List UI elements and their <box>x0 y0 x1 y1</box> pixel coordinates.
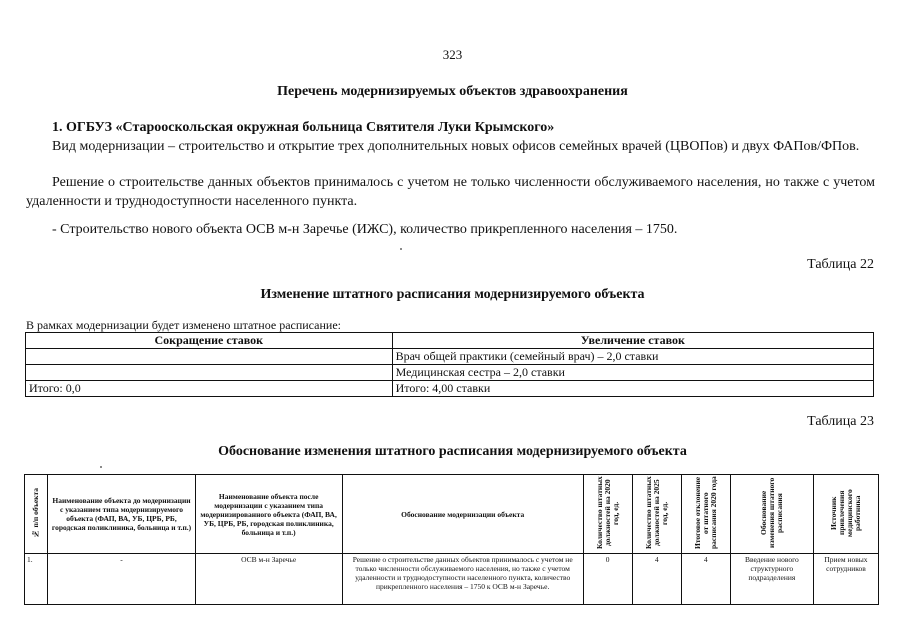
table-row <box>25 554 879 605</box>
table-cell: 0 <box>583 554 632 605</box>
document-title: Перечень модернизируемых объектов здравоохранения <box>277 84 628 99</box>
header-number: № п/п объекта <box>25 475 48 554</box>
table-cell: 1. <box>25 554 48 605</box>
table-header-row <box>25 475 879 554</box>
paragraph-modernization-type: Вид модернизации – строительство и открытие трех дополнительных новых офисов семейных врачей (ЦВОПов) и двух ФАПов/ФПов. <box>52 139 860 154</box>
scan-speck <box>400 248 402 250</box>
header-positions-2020: Количество штатных должностей на 2020 год, ед. <box>583 475 632 554</box>
list-item-construction: - Строительство нового объекта ОСВ м-н Заречье (ИЖС), количество прикрепленного населения – 1750. <box>52 222 678 237</box>
table-23-title: Обоснование изменения штатного расписания модернизируемого объекта <box>218 444 687 459</box>
table-row <box>26 381 874 397</box>
table-cell: 4 <box>681 554 730 605</box>
header-reduction: Сокращение ставок <box>26 333 393 349</box>
header-object-before: Наименование объекта до модернизации с указанием типа модернизируемого объекта (ФАП, ВА, УБ, ЦРБ, РБ, городская поликлиника, больница и т.п.) <box>48 475 195 554</box>
header-staffing-rationale: Обоснование изменения штатного расписания <box>730 475 813 554</box>
paragraph-decision: Решение о строительстве данных объектов принималось с учетом не только численности обслуживаемого населения, но также с учетом удаленности и труднодоступности населенного пункта. <box>26 175 875 209</box>
header-deviation: Итоговое отклонение от штатного расписания 2020 года <box>681 475 730 554</box>
table-cell: Прием новых сотрудников <box>813 554 878 605</box>
staffing-change-table <box>25 332 874 397</box>
header-positions-2025: Количество штатных должностей на 2025 год, ед. <box>632 475 681 554</box>
table-cell <box>26 365 393 381</box>
table-cell: Решение о строительстве данных объектов принималось с учетом не только численности обслуживаемого населения, но также с учетом удаленности и труднодоступности населенного пункта, количество прикрепленного населения – 1750 к ОСВ м-н Заречье. <box>342 554 583 605</box>
table-cell: - <box>48 554 195 605</box>
table-22-label: Таблица 22 <box>807 257 874 272</box>
scan-speck <box>100 466 102 468</box>
table-22-intro: В рамках модернизации будет изменено штатное расписание: <box>26 318 341 332</box>
table-22-title: Изменение штатного расписания модернизируемого объекта <box>260 287 645 302</box>
table-row <box>26 365 874 381</box>
table-cell: Медицинская сестра – 2,0 ставки <box>392 365 873 381</box>
staffing-justification-table <box>24 474 879 605</box>
header-staff-source: Источник привлечения медицинского работника <box>813 475 878 554</box>
header-increase: Увеличение ставок <box>392 333 873 349</box>
organization-heading: 1. ОГБУЗ «Старооскольская окружная больница Святителя Луки Крымского» <box>52 120 555 135</box>
table-cell: ОСВ м-н Заречье <box>195 554 342 605</box>
table-cell: 4 <box>632 554 681 605</box>
table-header-row <box>26 333 874 349</box>
table-cell: Итого: 4,00 ставки <box>392 381 873 397</box>
table-cell <box>26 349 393 365</box>
header-justification: Обоснование модернизации объекта <box>342 475 583 554</box>
table-cell: Итого: 0,0 <box>26 381 393 397</box>
table-row <box>26 349 874 365</box>
table-cell: Введение нового структурного подразделения <box>730 554 813 605</box>
header-object-after: Наименование объекта после модернизации с указанием типа модернизированного объекта (ФАП, ВА, УБ, ЦРБ, РБ, городская поликлиника, больница и т.п.) <box>195 475 342 554</box>
table-cell: Врач общей практики (семейный врач) – 2,0 ставки <box>392 349 873 365</box>
page-number: 323 <box>442 47 463 62</box>
table-23-label: Таблица 23 <box>807 414 874 429</box>
